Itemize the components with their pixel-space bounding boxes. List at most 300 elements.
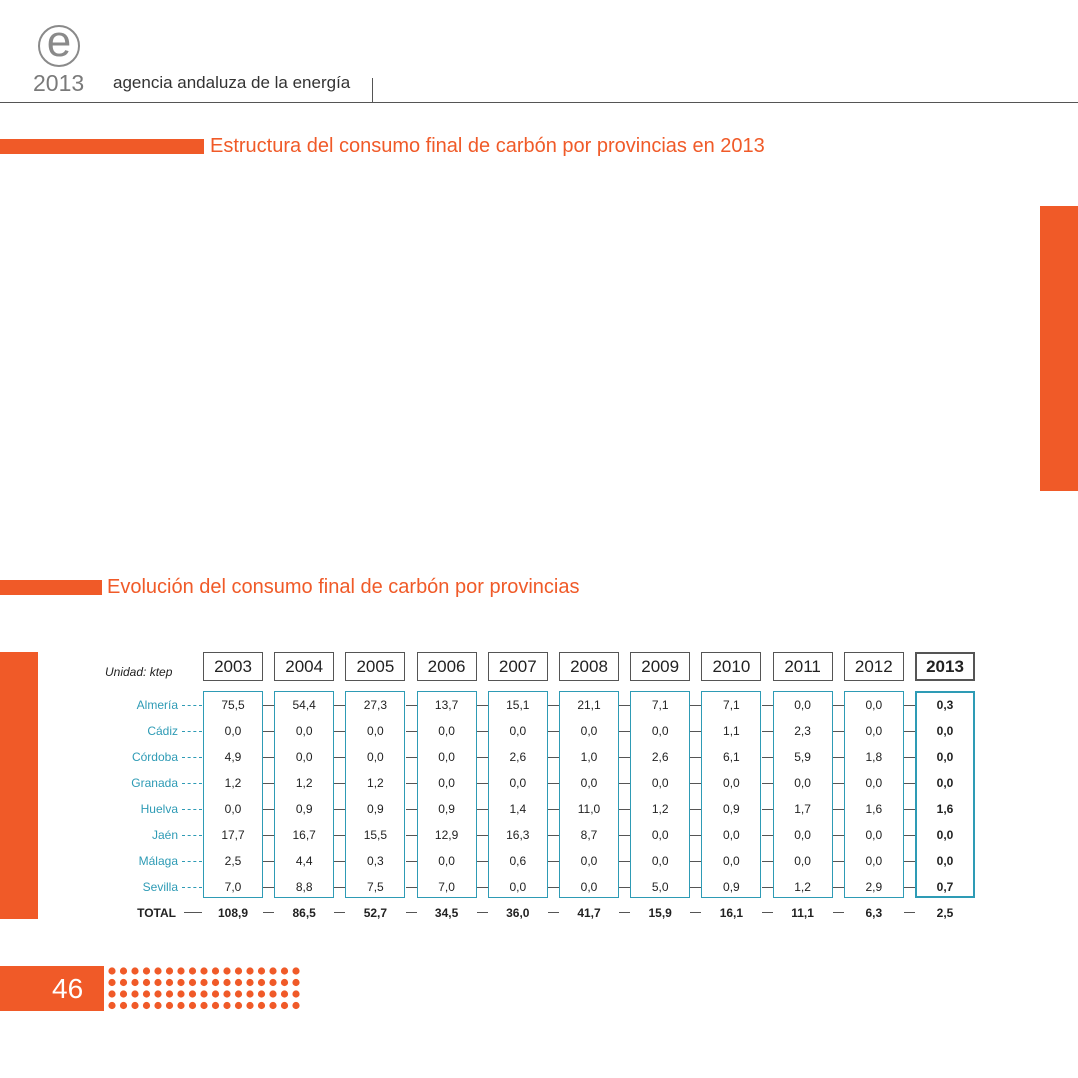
- column-connector: [477, 705, 488, 706]
- total-label: TOTAL: [137, 906, 176, 920]
- column-connector: [477, 835, 488, 836]
- column-connector: [334, 887, 345, 888]
- table-cell: 0,0: [865, 854, 883, 868]
- table-cell: 0,0: [936, 828, 954, 842]
- table-cell: 0,0: [438, 724, 455, 738]
- table-cell: 0,0: [723, 828, 740, 842]
- decor-dot: [235, 967, 242, 974]
- year-header: 2011: [773, 652, 833, 681]
- table-cell: 0,0: [794, 698, 811, 712]
- column-connector: [904, 861, 915, 862]
- decor-dot: [212, 967, 219, 974]
- total-cell: 2,5: [936, 906, 954, 920]
- year-header: 2010: [701, 652, 761, 681]
- column-connector: [477, 783, 488, 784]
- table-cell: 1,2: [224, 776, 242, 790]
- decor-dot: [166, 967, 173, 974]
- column-connector: [690, 731, 701, 732]
- table-cell: 1,2: [794, 880, 811, 894]
- table-cell: 1,6: [936, 802, 954, 816]
- province-label: Granada: [131, 776, 178, 790]
- table-cell: 13,7: [434, 698, 459, 712]
- decor-dot: [246, 1002, 253, 1009]
- decor-dot: [258, 1002, 265, 1009]
- column-connector: [548, 757, 559, 758]
- table-cell: 1,6: [865, 802, 883, 816]
- table-cell: 0,9: [367, 802, 384, 816]
- table-cell: 0,0: [936, 750, 954, 764]
- column-connector: [477, 731, 488, 732]
- total-connector: [619, 912, 630, 913]
- decor-dot: [189, 1002, 196, 1009]
- unit-label: Unidad: ktep: [105, 665, 173, 679]
- year-header: 2008: [559, 652, 619, 681]
- table-cell: 7,0: [224, 880, 242, 894]
- column-connector: [762, 731, 773, 732]
- table-cell: 54,4: [292, 698, 316, 712]
- header-divider-tick: [372, 78, 373, 102]
- decor-dot: [154, 967, 161, 974]
- province-leader-dash: [182, 731, 202, 732]
- column-connector: [904, 887, 915, 888]
- table-cell: 7,0: [438, 880, 455, 894]
- table-cell: 0,0: [438, 750, 455, 764]
- table-cell: 12,9: [434, 828, 459, 842]
- header-rule: [0, 102, 1078, 103]
- table-cell: 1,8: [865, 750, 883, 764]
- column-connector: [690, 835, 701, 836]
- column-connector: [619, 861, 630, 862]
- column-connector: [263, 731, 274, 732]
- column-connector: [263, 705, 274, 706]
- decor-dot: [292, 1002, 299, 1009]
- decor-dot: [189, 979, 196, 986]
- column-connector: [548, 809, 559, 810]
- table-cell: 0,9: [295, 802, 313, 816]
- total-cell: 36,0: [506, 906, 530, 920]
- table-cell: 6,1: [723, 750, 740, 764]
- table-cell: 7,5: [367, 880, 384, 894]
- table-cell: 21,1: [577, 698, 601, 712]
- decor-dot: [212, 1002, 219, 1009]
- column-connector: [619, 757, 630, 758]
- total-cell: 34,5: [434, 906, 459, 920]
- decor-dot: [292, 990, 299, 997]
- table-cell: 0,0: [580, 854, 598, 868]
- column-connector: [833, 861, 844, 862]
- decor-dot: [143, 967, 150, 974]
- table-cell: 0,0: [580, 880, 598, 894]
- column-connector: [619, 809, 630, 810]
- table-cell: 8,8: [295, 880, 313, 894]
- year-header: 2009: [630, 652, 690, 681]
- column-connector: [904, 783, 915, 784]
- table-cell: 0,0: [651, 724, 669, 738]
- decor-dot: [258, 990, 265, 997]
- column-connector: [548, 887, 559, 888]
- decor-dot: [108, 967, 115, 974]
- decor-dot: [120, 979, 127, 986]
- section-title-bar: [0, 580, 102, 595]
- decor-dot: [235, 990, 242, 997]
- decor-dot: [120, 967, 127, 974]
- decor-dot: [166, 1002, 173, 1009]
- total-connector: [406, 912, 417, 913]
- total-cell: 15,9: [648, 906, 672, 920]
- table-cell: 0,7: [936, 880, 954, 894]
- column-connector: [619, 731, 630, 732]
- column-connector: [904, 809, 915, 810]
- total-connector: [263, 912, 274, 913]
- decor-dot: [131, 967, 138, 974]
- table-cell: 5,9: [794, 750, 811, 764]
- column-connector: [904, 835, 915, 836]
- table-cell: 5,0: [651, 880, 669, 894]
- column-connector: [619, 783, 630, 784]
- province-leader-dash: [182, 705, 202, 706]
- year-header: 2007: [488, 652, 548, 681]
- table-cell: 0,9: [723, 802, 740, 816]
- table-cell: 0,0: [509, 776, 527, 790]
- table-cell: 2,6: [651, 750, 669, 764]
- total-cell: 108,9: [217, 906, 249, 920]
- column-connector: [477, 861, 488, 862]
- decor-dot: [108, 1002, 115, 1009]
- column-connector: [619, 835, 630, 836]
- decor-dot: [235, 979, 242, 986]
- table-cell: 0,0: [794, 776, 811, 790]
- decor-dot: [292, 979, 299, 986]
- column-connector: [263, 757, 274, 758]
- table-cell: 0,0: [794, 828, 811, 842]
- decor-dot: [269, 1002, 276, 1009]
- logo-year: 2013: [33, 70, 85, 96]
- table-cell: 0,0: [936, 854, 954, 868]
- column-connector: [833, 809, 844, 810]
- table-cell: 1,7: [794, 802, 811, 816]
- column-connector: [406, 809, 417, 810]
- table-cell: 0,0: [367, 724, 384, 738]
- section-title-bar: [0, 139, 204, 154]
- table-cell: 0,0: [224, 802, 242, 816]
- table-cell: 0,9: [438, 802, 455, 816]
- table-cell: 0,0: [509, 880, 527, 894]
- decor-dot: [108, 990, 115, 997]
- year-header: 2005: [345, 652, 405, 681]
- decor-dot: [177, 967, 184, 974]
- column-connector: [263, 809, 274, 810]
- column-connector: [334, 835, 345, 836]
- column-connector: [477, 809, 488, 810]
- table-cell: 27,3: [363, 698, 388, 712]
- column-connector: [762, 887, 773, 888]
- province-leader-dash: [182, 861, 202, 862]
- column-connector: [904, 757, 915, 758]
- column-connector: [690, 705, 701, 706]
- table-cell: 15,5: [363, 828, 388, 842]
- table-cell: 1,0: [580, 750, 598, 764]
- table-cell: 8,7: [580, 828, 598, 842]
- decor-dot: [143, 1002, 150, 1009]
- table-cell: 4,9: [224, 750, 242, 764]
- total-cell: 6,3: [865, 906, 883, 920]
- agency-name: agencia andaluza de la energía: [113, 73, 351, 92]
- column-connector: [690, 783, 701, 784]
- section-title-evolution: Evolución del consumo final de carbón por provincias: [107, 576, 580, 598]
- table-cell: 17,7: [221, 828, 245, 842]
- column-connector: [406, 731, 417, 732]
- decor-dot: [269, 967, 276, 974]
- column-connector: [263, 861, 274, 862]
- column-connector: [548, 835, 559, 836]
- decor-dot: [223, 1002, 230, 1009]
- column-connector: [833, 731, 844, 732]
- column-connector: [833, 705, 844, 706]
- column-connector: [904, 705, 915, 706]
- column-connector: [690, 809, 701, 810]
- column-connector: [548, 783, 559, 784]
- table-cell: 0,0: [580, 776, 598, 790]
- table-cell: 0,0: [651, 854, 669, 868]
- decor-dot: [223, 990, 230, 997]
- total-connector: [833, 912, 844, 913]
- column-connector: [833, 783, 844, 784]
- decor-dot: [281, 1002, 288, 1009]
- column-connector: [334, 861, 345, 862]
- table-cell: 2,5: [224, 854, 242, 868]
- column-connector: [406, 783, 417, 784]
- total-connector: [904, 912, 915, 913]
- table-cell: 0,0: [367, 750, 384, 764]
- table-cell: 1,2: [651, 802, 669, 816]
- total-cell: 41,7: [577, 906, 601, 920]
- decor-dot: [120, 990, 127, 997]
- column-connector: [406, 757, 417, 758]
- decor-dot: [246, 990, 253, 997]
- table-cell: 0,0: [723, 776, 740, 790]
- column-connector: [690, 887, 701, 888]
- total-connector: [334, 912, 345, 913]
- total-cell: 86,5: [292, 906, 316, 920]
- table-cell: 0,0: [509, 724, 527, 738]
- decor-dot: [143, 979, 150, 986]
- decor-dot: [154, 979, 161, 986]
- table-cell: 15,1: [506, 698, 530, 712]
- column-connector: [406, 861, 417, 862]
- decor-dot: [269, 979, 276, 986]
- year-header: 2012: [844, 652, 904, 681]
- column-connector: [833, 887, 844, 888]
- decor-dot: [223, 979, 230, 986]
- table-cell: 0,0: [865, 698, 883, 712]
- year-header: 2003: [203, 652, 263, 681]
- table-cell: 1,2: [295, 776, 313, 790]
- table-cell: 2,3: [794, 724, 811, 738]
- decor-dot: [108, 979, 115, 986]
- decor-dot: [177, 979, 184, 986]
- table-cell: 75,5: [221, 698, 245, 712]
- decor-dot: [154, 990, 161, 997]
- province-label: Almería: [136, 698, 178, 712]
- table-cell: 0,3: [936, 698, 954, 712]
- total-connector: [690, 912, 701, 913]
- total-connector: [762, 912, 773, 913]
- table-cell: 2,9: [865, 880, 883, 894]
- decor-dot: [246, 967, 253, 974]
- table-cell: 7,1: [651, 698, 669, 712]
- decor-dot: [235, 1002, 242, 1009]
- table-cell: 0,0: [865, 828, 883, 842]
- decor-dot: [131, 979, 138, 986]
- decor-dot: [223, 967, 230, 974]
- decor-dot: [258, 979, 265, 986]
- province-label: Cádiz: [147, 724, 178, 738]
- decor-dot: [281, 979, 288, 986]
- table-cell: 2,6: [509, 750, 527, 764]
- decor-dot: [258, 967, 265, 974]
- column-connector: [762, 861, 773, 862]
- province-label: Jaén: [151, 828, 178, 842]
- decor-dot: [200, 967, 207, 974]
- decor-dot: [131, 1002, 138, 1009]
- table-cell: 0,0: [865, 724, 883, 738]
- column-connector: [477, 887, 488, 888]
- column-connector: [762, 757, 773, 758]
- total-cell: 11,1: [791, 906, 814, 920]
- column-connector: [263, 887, 274, 888]
- column-connector: [762, 783, 773, 784]
- column-connector: [406, 835, 417, 836]
- province-label: Córdoba: [131, 750, 178, 764]
- table-cell: 7,1: [723, 698, 740, 712]
- column-connector: [619, 887, 630, 888]
- table-cell: 0,0: [224, 724, 242, 738]
- province-leader-dash: [182, 783, 202, 784]
- province-label: Sevilla: [142, 880, 178, 894]
- column-connector: [762, 835, 773, 836]
- side-accent-bar: [0, 652, 38, 919]
- table-cell: 0,0: [295, 750, 313, 764]
- column-connector: [334, 705, 345, 706]
- column-connector: [548, 861, 559, 862]
- table-cell: 0,0: [794, 854, 811, 868]
- decor-dot: [177, 990, 184, 997]
- province-label: Huelva: [140, 802, 178, 816]
- column-connector: [263, 835, 274, 836]
- column-connector: [334, 757, 345, 758]
- year-header: 2006: [417, 652, 477, 681]
- decor-dot: [212, 979, 219, 986]
- decor-dot: [269, 990, 276, 997]
- total-connector: [477, 912, 488, 913]
- table-cell: 0,3: [367, 854, 384, 868]
- decor-dot: [200, 1002, 207, 1009]
- table-cell: 0,0: [723, 854, 740, 868]
- total-cell: 52,7: [363, 906, 388, 920]
- column-connector: [833, 757, 844, 758]
- total-connector: [548, 912, 559, 913]
- decor-dot: [154, 1002, 161, 1009]
- section-title-structure: Estructura del consumo final de carbón por provincias en 2013: [210, 135, 765, 157]
- year-header: 2013: [915, 652, 975, 681]
- column-connector: [762, 809, 773, 810]
- table-cell: 0,9: [723, 880, 740, 894]
- table-cell: 0,6: [509, 854, 527, 868]
- column-connector: [762, 705, 773, 706]
- column-connector: [334, 783, 345, 784]
- province-label: Málaga: [138, 854, 178, 868]
- column-connector: [263, 783, 274, 784]
- table-cell: 0,0: [295, 724, 313, 738]
- table-cell: 16,7: [292, 828, 316, 842]
- table-cell: 0,0: [580, 724, 598, 738]
- decor-dot: [281, 967, 288, 974]
- decor-dot: [131, 990, 138, 997]
- province-leader-dash: [182, 835, 202, 836]
- decor-dot: [246, 979, 253, 986]
- table-cell: 0,0: [865, 776, 883, 790]
- table-cell: 0,0: [651, 828, 669, 842]
- column-connector: [548, 705, 559, 706]
- province-leader-dash: [182, 887, 202, 888]
- decor-dot: [281, 990, 288, 997]
- table-cell: 0,0: [438, 854, 455, 868]
- year-header: 2004: [274, 652, 334, 681]
- column-connector: [833, 835, 844, 836]
- table-cell: 0,0: [438, 776, 455, 790]
- table-cell: 1,2: [367, 776, 384, 790]
- decor-dot: [212, 990, 219, 997]
- table-cell: 0,0: [936, 776, 954, 790]
- decor-dot: [143, 990, 150, 997]
- column-connector: [690, 861, 701, 862]
- table-cell: 4,4: [295, 854, 313, 868]
- decor-dot: [200, 979, 207, 986]
- province-leader-dash: [182, 757, 202, 758]
- logo-e-icon: e: [38, 25, 80, 67]
- decor-dot: [177, 1002, 184, 1009]
- page-number: 46: [52, 973, 84, 1004]
- side-accent-bar: [1040, 206, 1078, 491]
- column-connector: [619, 705, 630, 706]
- decor-dot: [292, 967, 299, 974]
- decor-dot: [166, 990, 173, 997]
- table-cell: 1,4: [509, 802, 527, 816]
- table-cell: 11,0: [577, 802, 601, 816]
- decor-dot: [120, 1002, 127, 1009]
- table-cell: 1,1: [723, 724, 740, 738]
- decor-dot: [166, 979, 173, 986]
- total-cell: 16,1: [719, 906, 744, 920]
- decor-dot: [189, 990, 196, 997]
- column-connector: [904, 731, 915, 732]
- decor-dot: [189, 967, 196, 974]
- column-connector: [477, 757, 488, 758]
- decor-dot: [200, 990, 207, 997]
- column-connector: [406, 705, 417, 706]
- column-connector: [334, 731, 345, 732]
- table-cell: 0,0: [651, 776, 669, 790]
- province-leader-dash: [182, 809, 202, 810]
- column-connector: [548, 731, 559, 732]
- table-cell: 16,3: [506, 828, 530, 842]
- table-cell: 0,0: [936, 724, 954, 738]
- column-connector: [334, 809, 345, 810]
- decorative-dot-pattern: [106, 966, 306, 1012]
- column-connector: [690, 757, 701, 758]
- total-connector: [184, 912, 202, 913]
- column-connector: [406, 887, 417, 888]
